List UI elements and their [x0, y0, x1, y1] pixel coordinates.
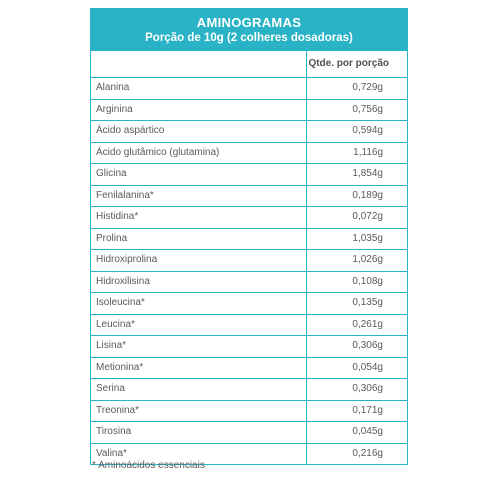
table-row — [91, 163, 407, 185]
amino-acid-name: Fenilalanina* — [91, 186, 307, 207]
amino-acid-qty: 0,189g — [352, 189, 383, 201]
amino-acid-name: Ácido aspártico — [91, 121, 307, 142]
amino-acid-qty: 0,729g — [352, 82, 383, 93]
amino-acid-name: Hidroxiprolina — [91, 250, 307, 271]
footnote: * Aminoácidos essenciais — [92, 460, 205, 471]
amino-acid-qty: 0,306g — [352, 340, 383, 351]
amino-acid-name: Alanina — [91, 78, 307, 99]
amino-acid-name: Prolina — [91, 229, 307, 250]
amino-acid-qty: 0,306g — [352, 383, 383, 394]
table-row — [91, 357, 407, 379]
aminogram-table — [90, 8, 408, 465]
table-title: AMINOGRAMAS — [196, 15, 302, 30]
table-row — [91, 142, 407, 164]
amino-acid-name: Metionina* — [91, 358, 307, 379]
column-header-row — [91, 51, 407, 77]
amino-acid-qty: 0,045g — [352, 426, 383, 437]
amino-acid-name: Histidina* — [91, 207, 307, 228]
amino-acid-qty: 0,171g — [352, 404, 383, 416]
amino-acid-qty: 0,072g — [352, 211, 383, 222]
table-row — [91, 335, 407, 357]
amino-acid-qty: 0,594g — [352, 125, 383, 136]
amino-acid-qty: 1,035g — [352, 232, 383, 244]
table-row — [91, 421, 407, 443]
table-row — [91, 228, 407, 250]
table-row — [91, 314, 407, 336]
table-row — [91, 292, 407, 314]
amino-acid-name: Glicina — [91, 164, 307, 185]
amino-acid-qty: 0,054g — [352, 361, 383, 373]
table-row — [91, 378, 407, 400]
amino-acid-name: Serina — [91, 379, 307, 400]
table-body — [91, 77, 407, 464]
amino-acid-qty: 0,261g — [352, 318, 383, 330]
table-row — [91, 400, 407, 422]
amino-acid-name: Valina* — [91, 444, 307, 465]
amino-acid-qty: 0,216g — [352, 447, 383, 459]
amino-acid-qty: 0,108g — [352, 275, 383, 287]
amino-acid-name: Isoleucina* — [91, 293, 307, 314]
amino-acid-name: Leucina* — [91, 315, 307, 336]
amino-acid-name: Lisina* — [91, 336, 307, 357]
amino-acid-qty: 0,135g — [352, 297, 383, 308]
table-row — [91, 77, 407, 99]
amino-acid-name: Hidroxilisina — [91, 272, 307, 293]
table-row — [91, 120, 407, 142]
table-row — [91, 99, 407, 121]
amino-acid-name: Arginina — [91, 100, 307, 121]
amino-acid-name: Tirosina — [91, 422, 307, 443]
amino-acid-qty: 1,854g — [352, 168, 383, 179]
amino-acid-qty: 0,756g — [352, 103, 383, 115]
table-subtitle: Porção de 10g (2 colheres dosadoras) — [145, 32, 353, 44]
table-header — [91, 9, 407, 51]
table-row — [91, 206, 407, 228]
table-row — [91, 249, 407, 271]
column-header-name — [91, 51, 307, 77]
table-row — [91, 271, 407, 293]
amino-acid-qty: 1,116g — [353, 146, 383, 158]
amino-acid-name: Ácido glutâmico (glutamina) — [91, 143, 307, 164]
column-header-qty: Qtde. por porção — [308, 58, 389, 69]
amino-acid-name: Treonina* — [91, 401, 307, 422]
table-row — [91, 185, 407, 207]
amino-acid-qty: 1,026g — [352, 254, 383, 265]
